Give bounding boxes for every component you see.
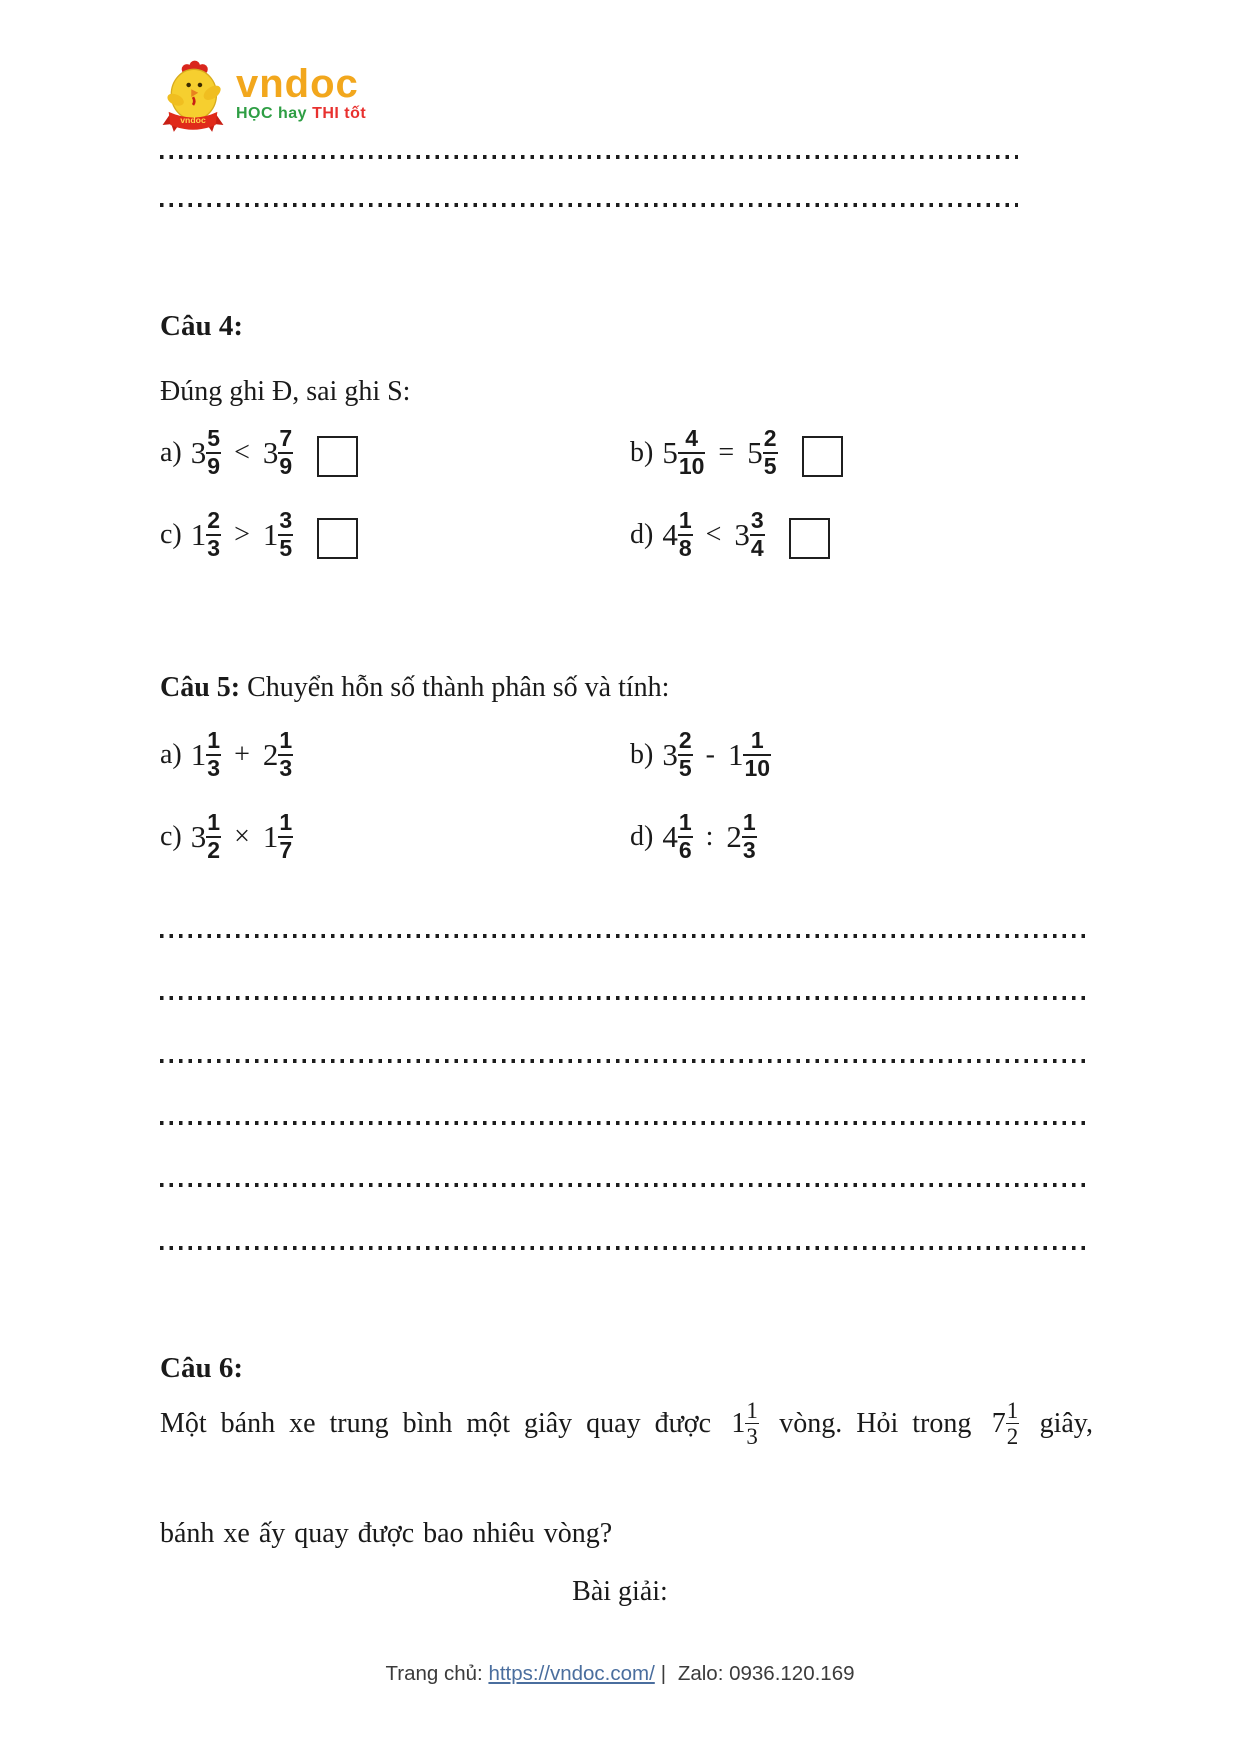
- fraction: [1006, 1398, 1020, 1450]
- mixed-number: [191, 810, 221, 864]
- fraction: [206, 426, 221, 480]
- whole-number: 2: [726, 818, 742, 854]
- whole-number: 1: [731, 1407, 746, 1439]
- whole-number: 1: [262, 818, 279, 854]
- question-text: Một bánh xe trung bình một giây quay được: [160, 1407, 712, 1439]
- whole-number: 3: [262, 434, 279, 470]
- cau6-question-line1: [160, 1398, 1093, 1450]
- numerator: 1: [279, 809, 293, 835]
- answer-checkbox[interactable]: [802, 436, 843, 477]
- mixed-number: [662, 728, 692, 782]
- whole-number: 1: [262, 516, 279, 552]
- numerator: 2: [678, 727, 692, 753]
- math-operator: +: [234, 738, 250, 770]
- denominator: 3: [207, 534, 221, 561]
- answer-checkbox[interactable]: [317, 436, 358, 477]
- whole-number: 1: [727, 736, 744, 772]
- denominator: 4: [750, 534, 764, 561]
- fraction: [750, 508, 765, 562]
- whole-number: 3: [662, 736, 678, 772]
- fraction: [278, 426, 293, 480]
- cau5-heading: [160, 672, 669, 704]
- denominator: 8: [678, 534, 692, 561]
- numerator: 1: [1006, 1398, 1019, 1423]
- denominator: 10: [744, 754, 771, 781]
- numerator: 2: [207, 507, 221, 533]
- cau4-row-2: [160, 508, 1100, 562]
- cau4-item-d: [630, 508, 1100, 562]
- answer-line[interactable]: [160, 1059, 1090, 1063]
- item-label: b): [630, 436, 654, 468]
- denominator: 2: [207, 836, 221, 863]
- brand-tagline: [236, 106, 366, 122]
- answer-line[interactable]: [160, 1183, 1090, 1187]
- chicken-mascot-icon: [158, 58, 228, 143]
- cau4-item-a: [160, 426, 630, 480]
- fraction: [278, 728, 293, 782]
- question-text: giây,: [1039, 1407, 1093, 1439]
- mixed-number: [263, 810, 293, 864]
- item-label: d): [630, 820, 654, 852]
- math-operator: ×: [234, 820, 250, 852]
- cau5-item-c: [160, 810, 630, 864]
- numerator: 5: [207, 425, 221, 451]
- brand-wordmark: vndoc: [236, 62, 359, 106]
- whole-number: 4: [662, 818, 678, 854]
- numerator: 1: [750, 727, 764, 753]
- denominator: 5: [763, 452, 777, 479]
- footer-zalo: Zalo: 0936.120.169: [672, 1662, 855, 1685]
- numerator: 1: [746, 1398, 758, 1423]
- numerator: 1: [207, 727, 221, 753]
- item-label: b): [630, 738, 654, 770]
- item-label: a): [160, 436, 182, 468]
- whole-number: 7: [991, 1407, 1006, 1439]
- footer-separator: |: [660, 1662, 667, 1685]
- denominator: 5: [279, 534, 293, 561]
- item-label: c): [160, 518, 182, 550]
- cau4-row-1: [160, 426, 1100, 480]
- item-label: a): [160, 738, 182, 770]
- svg-text:vndoc: vndoc: [180, 115, 206, 126]
- cau4-item-b: [630, 426, 1100, 480]
- answer-line[interactable]: [160, 996, 1090, 1000]
- denominator: 5: [678, 754, 692, 781]
- numerator: 1: [678, 507, 692, 533]
- mixed-number: [191, 426, 221, 480]
- numerator: 2: [763, 425, 777, 451]
- numerator: 1: [207, 809, 221, 835]
- fraction: [745, 1398, 759, 1450]
- fraction: [206, 810, 221, 864]
- denominator: 9: [207, 452, 221, 479]
- fraction: [678, 728, 693, 782]
- mixed-number: [662, 426, 705, 480]
- cau6-title: Câu 6:: [160, 1352, 243, 1384]
- mixed-number: [191, 728, 221, 782]
- whole-number: 4: [662, 516, 678, 552]
- mixed-number: [263, 508, 293, 562]
- tagline-red: THI tốt: [312, 105, 367, 122]
- numerator: 1: [678, 809, 692, 835]
- footer-prefix: Trang chủ:: [385, 1662, 489, 1685]
- numerator: 3: [750, 507, 764, 533]
- fraction: [763, 426, 778, 480]
- comparison-operator: >: [234, 518, 250, 550]
- mixed-number: [747, 426, 777, 480]
- cau5-item-d: [630, 810, 1100, 864]
- fraction: [206, 728, 221, 782]
- mixed-number: [992, 1398, 1020, 1450]
- numerator: 7: [279, 425, 293, 451]
- mixed-number: [734, 508, 764, 562]
- whole-number: 5: [747, 434, 763, 470]
- whole-number: 1: [190, 516, 207, 552]
- fraction: [742, 810, 757, 864]
- mixed-number: [731, 1398, 759, 1450]
- homepage-link[interactable]: https://vndoc.com/: [488, 1662, 655, 1685]
- mixed-number: [728, 728, 771, 782]
- whole-number: 5: [662, 434, 678, 470]
- vndoc-logo: [158, 58, 366, 143]
- comparison-operator: <: [234, 436, 250, 468]
- mixed-number: [191, 508, 221, 562]
- whole-number: 1: [190, 736, 207, 772]
- item-label: c): [160, 820, 182, 852]
- numerator: 4: [685, 425, 699, 451]
- cau5-item-a: [160, 728, 630, 782]
- mixed-number: [263, 426, 293, 480]
- denominator: 6: [678, 836, 692, 863]
- mixed-number: [263, 728, 293, 782]
- math-operator: -: [705, 738, 715, 770]
- fraction: [278, 508, 293, 562]
- cau4-title: Câu 4:: [160, 310, 243, 342]
- fraction: [678, 810, 693, 864]
- answer-line[interactable]: [160, 1121, 1090, 1125]
- answer-checkbox[interactable]: [317, 518, 358, 559]
- denominator: 7: [279, 836, 293, 863]
- cau5-title: Câu 5:: [160, 672, 241, 703]
- denominator: 3: [742, 836, 756, 863]
- denominator: 3: [207, 754, 221, 781]
- answer-line[interactable]: [160, 934, 1090, 938]
- fraction: [206, 508, 221, 562]
- fraction: [678, 508, 693, 562]
- cau5-row-2: [160, 810, 1100, 864]
- whole-number: 3: [190, 818, 207, 854]
- fraction: [278, 810, 293, 864]
- fraction: [743, 728, 771, 782]
- denominator: 2: [1006, 1424, 1019, 1450]
- cau4-item-c: [160, 508, 630, 562]
- numerator: 1: [742, 809, 756, 835]
- answer-line[interactable]: [160, 1246, 1090, 1250]
- cau5-subtitle: Chuyển hỗn số thành phân số và tính:: [247, 672, 670, 703]
- whole-number: 3: [190, 434, 207, 470]
- answer-line[interactable]: [160, 155, 1018, 159]
- page-footer: [0, 1662, 1240, 1686]
- denominator: 9: [279, 452, 293, 479]
- denominator: 3: [279, 754, 293, 781]
- cau5-row-1: [160, 728, 1100, 782]
- whole-number: 3: [734, 516, 750, 552]
- fraction: [678, 426, 706, 480]
- comparison-operator: <: [705, 518, 722, 550]
- mixed-number: [662, 508, 692, 562]
- item-label: d): [630, 518, 654, 550]
- question-text: vòng. Hỏi trong: [779, 1407, 972, 1439]
- tagline-green: HỌC hay: [236, 105, 308, 122]
- numerator: 1: [279, 727, 293, 753]
- comparison-operator: =: [718, 436, 735, 468]
- denominator: 10: [678, 452, 705, 479]
- answer-checkbox[interactable]: [789, 518, 830, 559]
- solution-label: Bài giải:: [572, 1576, 668, 1607]
- math-operator: :: [705, 820, 714, 852]
- cau6-question-line2: bánh xe ấy quay được bao nhiêu vòng?: [160, 1518, 613, 1549]
- denominator: 3: [746, 1424, 758, 1450]
- whole-number: 2: [262, 736, 279, 772]
- cau5-item-b: [630, 728, 1100, 782]
- cau4-subtitle: Đúng ghi Đ, sai ghi S:: [160, 376, 411, 407]
- numerator: 3: [279, 507, 293, 533]
- answer-line[interactable]: [160, 203, 1018, 207]
- mixed-number: [662, 810, 692, 864]
- mixed-number: [726, 810, 756, 864]
